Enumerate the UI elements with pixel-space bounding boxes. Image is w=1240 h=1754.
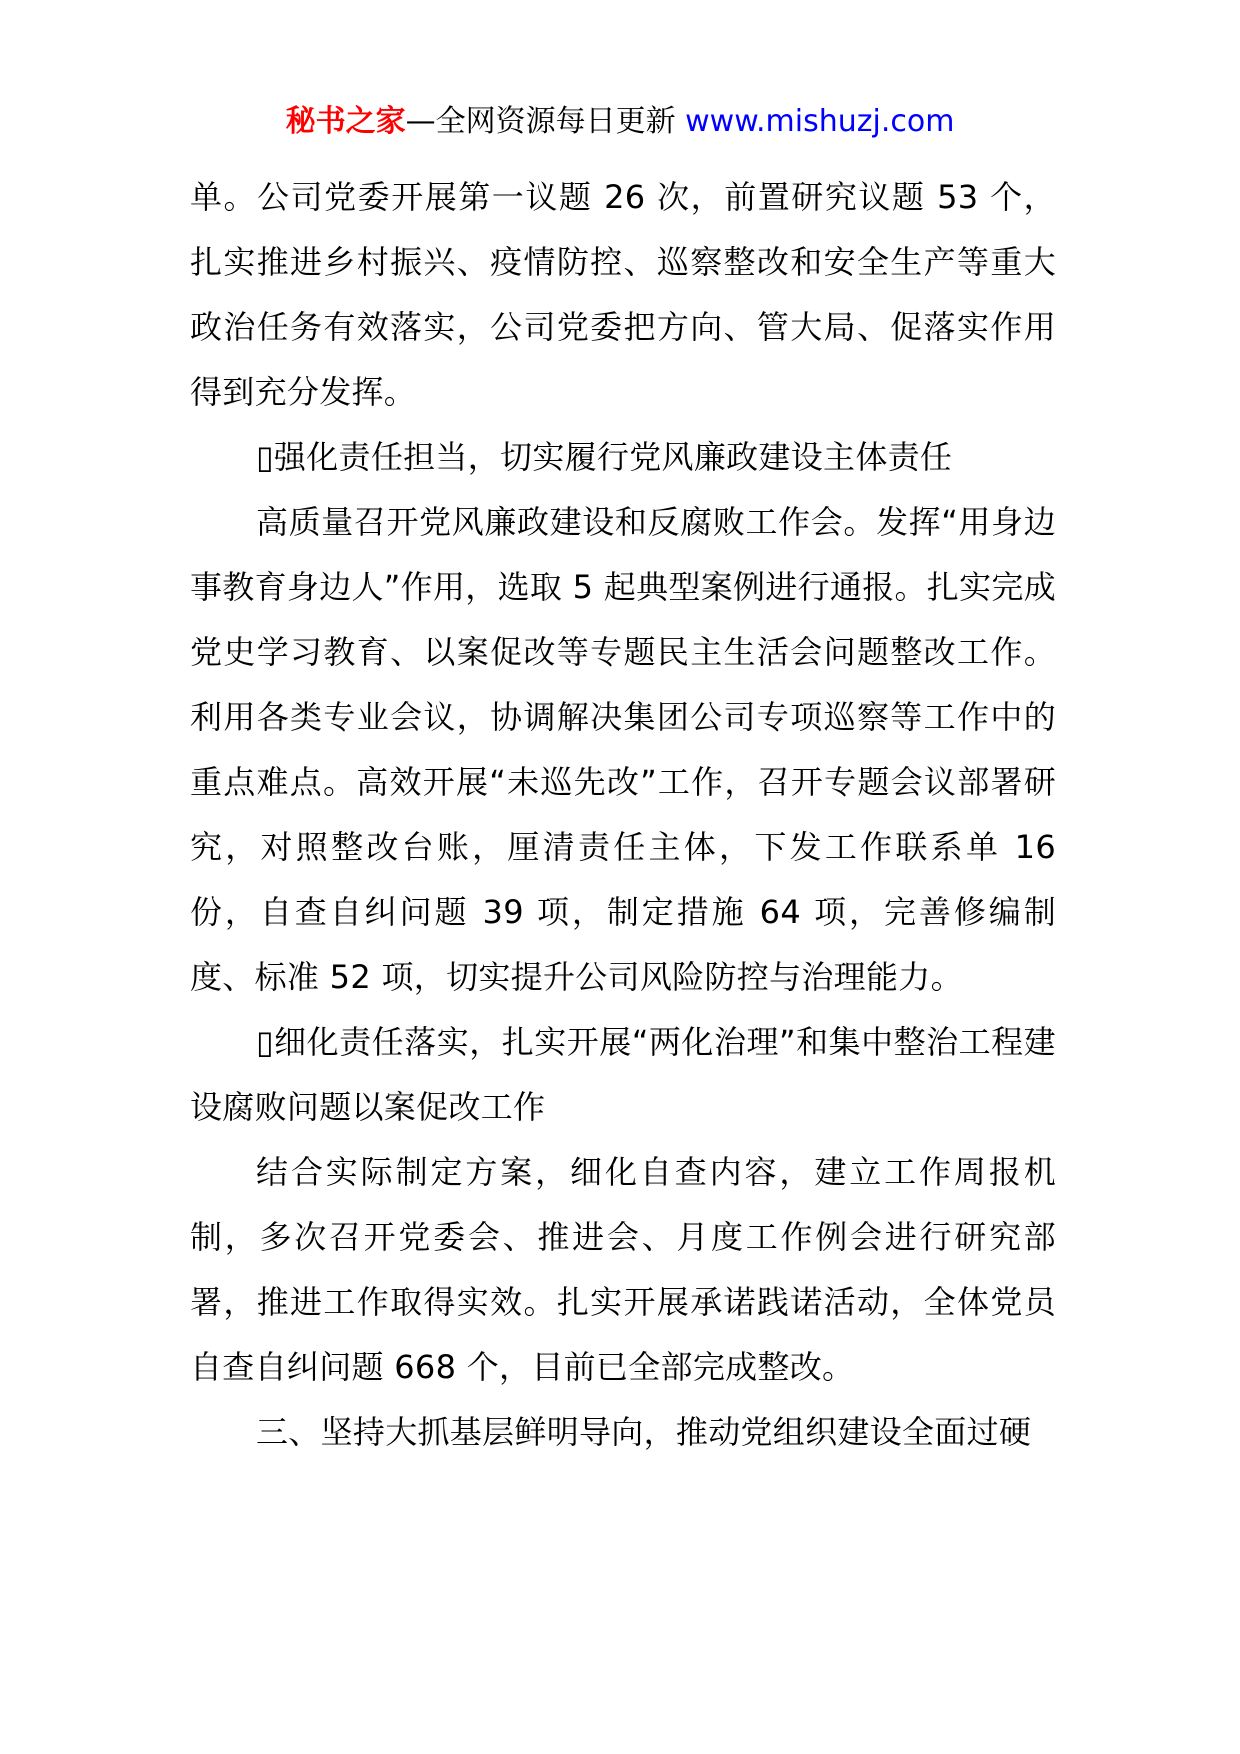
brand-name: 秘书之家: [285, 104, 406, 139]
site-url: www.mishuzj.com: [685, 104, 955, 139]
section-heading: 三、坚持大抓基层鲜明导向，推动党组织建设全面过硬: [256, 1413, 1032, 1451]
subheading-text: 细化责任落实，扎实开展“两化治理”和集中整治工程建设腐败问题以案促改工作: [190, 1023, 1056, 1126]
subheading-implementation: [190, 1010, 1056, 1140]
paragraph-anticorruption: 高质量召开党风廉政建设和反腐败工作会。发挥“用身边事教育身边人”作用，选取 5 起典型案例进行通报。扎实完成党史学习教育、以案促改等专题民主生活会问题整改工作。利用各类专业会议，协调解决集团公司专项巡察等工作中的重点难点。高效开展“未巡先改”工作，召开专题会议部署研究，对照整改台账，厘清责任主体，下发工作联系单 16 份，自查自纠问题 39 项，制定措施 64 项，完善修编制度、标准 52 项，切实提升公司风险防控与治理能力。: [190, 503, 1056, 996]
paragraph-measures: 结合实际制定方案，细化自查内容，建立工作周报机制，多次召开党委会、推进会、月度工作例会进行研究部署，推进工作取得实效。扎实开展承诺践诺活动，全体党员自查自纠问题 668 个，目前已全部完成整改。: [190, 1153, 1056, 1386]
subheading-responsibility: [190, 425, 1056, 490]
paragraph-continuation: 单。公司党委开展第一议题 26 次，前置研究议题 53 个，扎实推进乡村振兴、疫情防控、巡察整改和安全生产等重大政治任务有效落实，公司党委把方向、管大局、促落实作用得到充分发挥。: [190, 178, 1056, 411]
header-tagline: —全网资源每日更新: [405, 104, 686, 139]
subheading-text: 强化责任担当，切实履行党风廉政建设主体责任: [273, 438, 953, 476]
missing-glyph-icon: ▯: [256, 1023, 274, 1061]
document-body: [190, 165, 1056, 1465]
watermark-header: [0, 100, 1240, 144]
missing-glyph-icon: ▯: [256, 438, 274, 476]
